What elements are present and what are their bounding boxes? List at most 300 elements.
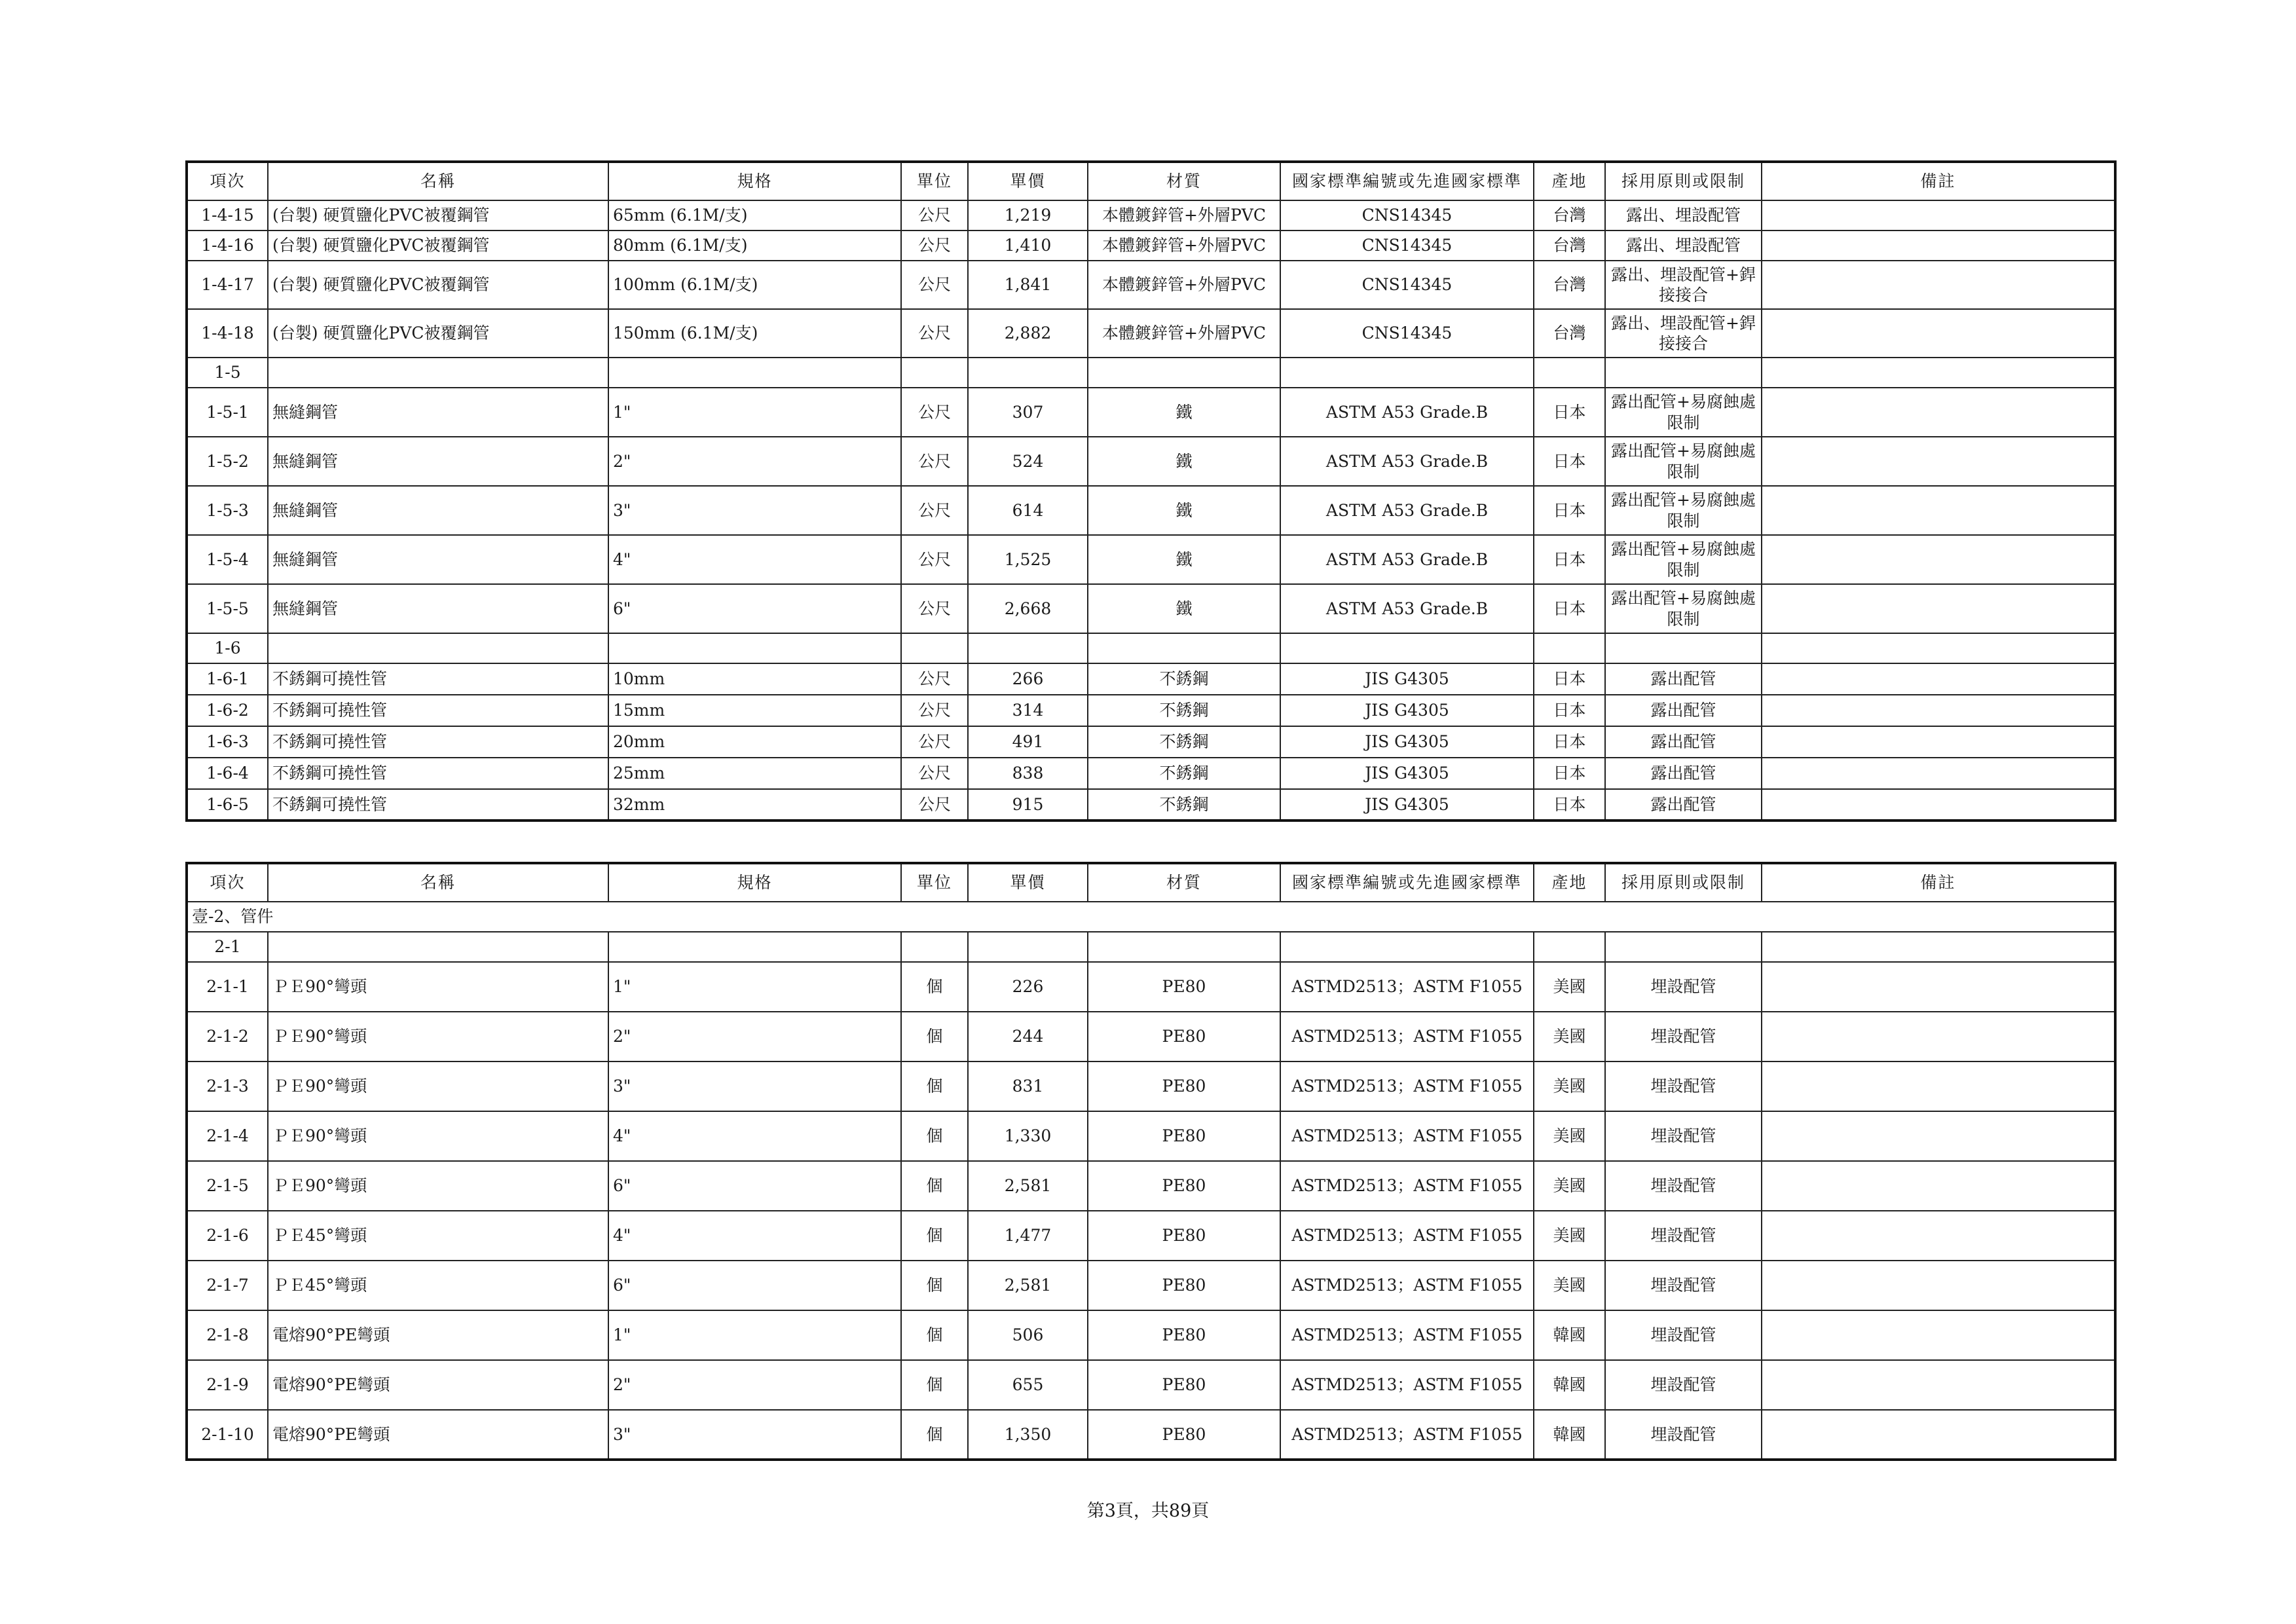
cell-origin xyxy=(1534,358,1605,388)
cell-principle: 埋設配管 xyxy=(1605,962,1762,1012)
cell-unit xyxy=(901,932,968,962)
cell-spec: 6" xyxy=(608,1161,901,1211)
cell-principle: 露出配管 xyxy=(1605,663,1762,695)
cell-origin: 台灣 xyxy=(1534,231,1605,261)
cell-no: 1-5-5 xyxy=(187,584,268,633)
header-remarks: 備註 xyxy=(1762,863,2115,902)
cell-name: ＰＥ90°彎頭 xyxy=(268,1012,608,1061)
cell-name: (台製) 硬質鹽化PVC被覆鋼管 xyxy=(268,309,608,358)
cell-standard: ASTM A53 Grade.B xyxy=(1280,437,1534,486)
page-number: 第3頁，共89頁 xyxy=(1086,1501,1210,1521)
cell-standard: ASTMD2513；ASTM F1055 xyxy=(1280,1161,1534,1211)
cell-principle xyxy=(1605,358,1762,388)
cell-material: PE80 xyxy=(1088,1410,1280,1460)
cell-unit: 個 xyxy=(901,1261,968,1310)
cell-spec: 2" xyxy=(608,1360,901,1410)
cell-name xyxy=(268,932,608,962)
cell-standard: JIS G4305 xyxy=(1280,663,1534,695)
cell-material: 不銹鋼 xyxy=(1088,758,1280,789)
cell-remarks xyxy=(1762,535,2115,584)
cell-remarks xyxy=(1762,1012,2115,1061)
cell-unit: 公尺 xyxy=(901,437,968,486)
cell-standard: CNS14345 xyxy=(1280,200,1534,231)
cell-origin: 日本 xyxy=(1534,535,1605,584)
cell-material: 鐵 xyxy=(1088,437,1280,486)
table-row xyxy=(187,633,2115,663)
header-standard: 國家標準編號或先進國家標準 xyxy=(1280,162,1534,200)
cell-spec: 65mm (6.1M/支) xyxy=(608,200,901,231)
cell-price: 1,841 xyxy=(968,261,1088,309)
cell-spec: 1" xyxy=(608,962,901,1012)
header-material: 材質 xyxy=(1088,162,1280,200)
header-spec: 規格 xyxy=(608,162,901,200)
cell-remarks xyxy=(1762,309,2115,358)
cell-price: 524 xyxy=(968,437,1088,486)
cell-unit: 個 xyxy=(901,1410,968,1460)
cell-remarks xyxy=(1762,261,2115,309)
cell-spec: 6" xyxy=(608,1261,901,1310)
cell-origin: 日本 xyxy=(1534,695,1605,726)
header-unit-price: 單價 xyxy=(968,162,1088,200)
cell-standard: ASTMD2513；ASTM F1055 xyxy=(1280,1360,1534,1410)
cell-standard: ASTMD2513；ASTM F1055 xyxy=(1280,1261,1534,1310)
cell-price: 614 xyxy=(968,486,1088,535)
cell-principle: 露出、埋設配管 xyxy=(1605,231,1762,261)
cell-unit: 個 xyxy=(901,1012,968,1061)
cell-remarks xyxy=(1762,695,2115,726)
table-row xyxy=(187,1012,2115,1061)
cell-unit xyxy=(901,633,968,663)
cell-no: 2-1-8 xyxy=(187,1310,268,1360)
cell-price xyxy=(968,932,1088,962)
table-row xyxy=(187,1310,2115,1360)
cell-unit: 個 xyxy=(901,1061,968,1111)
table-row xyxy=(187,1261,2115,1310)
cell-remarks xyxy=(1762,1261,2115,1310)
cell-name: 無縫鋼管 xyxy=(268,584,608,633)
cell-principle xyxy=(1605,932,1762,962)
table-row xyxy=(187,726,2115,758)
cell-price: 1,350 xyxy=(968,1410,1088,1460)
header-item-no: 項次 xyxy=(187,162,268,200)
cell-remarks xyxy=(1762,758,2115,789)
cell-spec: 32mm xyxy=(608,789,901,821)
cell-material: 本體鍍鋅管+外層PVC xyxy=(1088,200,1280,231)
cell-price: 506 xyxy=(968,1310,1088,1360)
cell-unit xyxy=(901,358,968,388)
cell-origin xyxy=(1534,932,1605,962)
cell-remarks xyxy=(1762,1111,2115,1161)
cell-name: (台製) 硬質鹽化PVC被覆鋼管 xyxy=(268,231,608,261)
cell-no: 1-6-5 xyxy=(187,789,268,821)
cell-name: (台製) 硬質鹽化PVC被覆鋼管 xyxy=(268,261,608,309)
table-row xyxy=(187,200,2115,231)
cell-principle: 埋設配管 xyxy=(1605,1061,1762,1111)
table-row xyxy=(187,309,2115,358)
cell-price: 1,477 xyxy=(968,1211,1088,1261)
cell-origin xyxy=(1534,633,1605,663)
cell-price: 915 xyxy=(968,789,1088,821)
table-row xyxy=(187,695,2115,726)
table-row xyxy=(187,1111,2115,1161)
cell-remarks xyxy=(1762,486,2115,535)
header-unit: 單位 xyxy=(901,162,968,200)
cell-name: ＰＥ45°彎頭 xyxy=(268,1211,608,1261)
cell-name: ＰＥ90°彎頭 xyxy=(268,1161,608,1211)
cell-remarks xyxy=(1762,1211,2115,1261)
cell-spec: 3" xyxy=(608,1410,901,1460)
cell-remarks xyxy=(1762,1410,2115,1460)
cell-name xyxy=(268,358,608,388)
cell-price: 244 xyxy=(968,1012,1088,1061)
table-row xyxy=(187,663,2115,695)
cell-price: 1,330 xyxy=(968,1111,1088,1161)
cell-price: 226 xyxy=(968,962,1088,1012)
cell-unit: 公尺 xyxy=(901,584,968,633)
cell-remarks xyxy=(1762,1161,2115,1211)
cell-material: 本體鍍鋅管+外層PVC xyxy=(1088,261,1280,309)
cell-principle: 露出配管 xyxy=(1605,789,1762,821)
cell-price: 307 xyxy=(968,388,1088,437)
cell-unit: 公尺 xyxy=(901,758,968,789)
table-row xyxy=(187,535,2115,584)
cell-price: 314 xyxy=(968,695,1088,726)
section-row xyxy=(187,902,2115,932)
cell-remarks xyxy=(1762,1061,2115,1111)
cell-principle: 露出配管 xyxy=(1605,726,1762,758)
cell-name: 不銹鋼可撓性管 xyxy=(268,758,608,789)
cell-name: 電熔90°PE彎頭 xyxy=(268,1360,608,1410)
cell-principle: 埋設配管 xyxy=(1605,1012,1762,1061)
cell-origin: 韓國 xyxy=(1534,1310,1605,1360)
cell-standard: JIS G4305 xyxy=(1280,758,1534,789)
cell-standard xyxy=(1280,358,1534,388)
table-row xyxy=(187,437,2115,486)
cell-no: 1-6-2 xyxy=(187,695,268,726)
cell-name: 無縫鋼管 xyxy=(268,535,608,584)
cell-principle: 埋設配管 xyxy=(1605,1211,1762,1261)
cell-price: 2,882 xyxy=(968,309,1088,358)
cell-price: 266 xyxy=(968,663,1088,695)
cell-spec: 80mm (6.1M/支) xyxy=(608,231,901,261)
cell-principle: 露出配管+易腐蝕處限制 xyxy=(1605,388,1762,437)
cell-material: PE80 xyxy=(1088,1061,1280,1111)
cell-principle: 露出配管+易腐蝕處限制 xyxy=(1605,584,1762,633)
cell-origin: 美國 xyxy=(1534,962,1605,1012)
cell-unit: 個 xyxy=(901,1211,968,1261)
cell-price: 831 xyxy=(968,1061,1088,1111)
cell-standard xyxy=(1280,932,1534,962)
cell-principle: 露出配管 xyxy=(1605,758,1762,789)
header-origin: 產地 xyxy=(1534,863,1605,902)
cell-origin: 韓國 xyxy=(1534,1360,1605,1410)
table-row xyxy=(187,1360,2115,1410)
cell-no: 2-1 xyxy=(187,932,268,962)
cell-material: 鐵 xyxy=(1088,584,1280,633)
cell-remarks xyxy=(1762,584,2115,633)
cell-standard: JIS G4305 xyxy=(1280,695,1534,726)
cell-origin: 日本 xyxy=(1534,726,1605,758)
cell-principle: 埋設配管 xyxy=(1605,1261,1762,1310)
cell-unit: 個 xyxy=(901,962,968,1012)
cell-material: 本體鍍鋅管+外層PVC xyxy=(1088,231,1280,261)
cell-origin: 日本 xyxy=(1534,437,1605,486)
cell-principle: 露出配管+易腐蝕處限制 xyxy=(1605,437,1762,486)
cell-unit: 公尺 xyxy=(901,535,968,584)
cell-no: 2-1-6 xyxy=(187,1211,268,1261)
cell-standard: ASTMD2513；ASTM F1055 xyxy=(1280,1061,1534,1111)
cell-price: 491 xyxy=(968,726,1088,758)
cell-remarks xyxy=(1762,663,2115,695)
cell-unit: 公尺 xyxy=(901,486,968,535)
cell-unit: 公尺 xyxy=(901,726,968,758)
table-row xyxy=(187,358,2115,388)
cell-unit: 公尺 xyxy=(901,388,968,437)
cell-remarks xyxy=(1762,962,2115,1012)
cell-standard: ASTMD2513；ASTM F1055 xyxy=(1280,962,1534,1012)
table-row xyxy=(187,1410,2115,1460)
cell-origin: 美國 xyxy=(1534,1211,1605,1261)
cell-no: 2-1-4 xyxy=(187,1111,268,1161)
cell-material: 鐵 xyxy=(1088,535,1280,584)
cell-standard: CNS14345 xyxy=(1280,261,1534,309)
cell-material: PE80 xyxy=(1088,1360,1280,1410)
cell-name xyxy=(268,633,608,663)
cell-principle: 露出配管 xyxy=(1605,695,1762,726)
cell-unit: 公尺 xyxy=(901,261,968,309)
cell-standard: ASTMD2513；ASTM F1055 xyxy=(1280,1012,1534,1061)
table-body xyxy=(187,932,2115,1460)
cell-principle: 埋設配管 xyxy=(1605,1410,1762,1460)
table-row xyxy=(187,932,2115,962)
cell-price: 1,219 xyxy=(968,200,1088,231)
cell-principle xyxy=(1605,633,1762,663)
cell-spec: 100mm (6.1M/支) xyxy=(608,261,901,309)
cell-spec xyxy=(608,358,901,388)
cell-principle: 露出、埋設配管+銲接接合 xyxy=(1605,261,1762,309)
cell-material: 不銹鋼 xyxy=(1088,695,1280,726)
cell-spec: 150mm (6.1M/支) xyxy=(608,309,901,358)
cell-material: 鐵 xyxy=(1088,388,1280,437)
cell-no: 2-1-5 xyxy=(187,1161,268,1211)
cell-principle: 露出配管+易腐蝕處限制 xyxy=(1605,535,1762,584)
cell-origin: 日本 xyxy=(1534,758,1605,789)
cell-material: PE80 xyxy=(1088,1012,1280,1061)
cell-unit: 公尺 xyxy=(901,695,968,726)
cell-name: 不銹鋼可撓性管 xyxy=(268,663,608,695)
cell-no: 2-1-9 xyxy=(187,1360,268,1410)
cell-material: PE80 xyxy=(1088,1111,1280,1161)
cell-origin: 美國 xyxy=(1534,1111,1605,1161)
cell-no: 1-6-4 xyxy=(187,758,268,789)
header-remarks: 備註 xyxy=(1762,162,2115,200)
cell-origin: 台灣 xyxy=(1534,200,1605,231)
table-header-row xyxy=(187,162,2115,200)
cell-name: ＰＥ45°彎頭 xyxy=(268,1261,608,1310)
cell-origin: 日本 xyxy=(1534,388,1605,437)
cell-price: 838 xyxy=(968,758,1088,789)
cell-principle: 埋設配管 xyxy=(1605,1310,1762,1360)
cell-no: 1-5 xyxy=(187,358,268,388)
cell-standard: ASTMD2513；ASTM F1055 xyxy=(1280,1410,1534,1460)
cell-origin: 日本 xyxy=(1534,486,1605,535)
cell-spec: 3" xyxy=(608,486,901,535)
cell-origin: 日本 xyxy=(1534,789,1605,821)
cell-no: 2-1-3 xyxy=(187,1061,268,1111)
cell-remarks xyxy=(1762,1310,2115,1360)
cell-name: ＰＥ90°彎頭 xyxy=(268,962,608,1012)
cell-price: 655 xyxy=(968,1360,1088,1410)
cell-remarks xyxy=(1762,437,2115,486)
header-spec: 規格 xyxy=(608,863,901,902)
cell-spec: 2" xyxy=(608,1012,901,1061)
cell-name: ＰＥ90°彎頭 xyxy=(268,1111,608,1161)
header-principle: 採用原則或限制 xyxy=(1605,162,1762,200)
cell-spec: 2" xyxy=(608,437,901,486)
header-material: 材質 xyxy=(1088,863,1280,902)
cell-price: 1,525 xyxy=(968,535,1088,584)
cell-material: PE80 xyxy=(1088,1161,1280,1211)
cell-no: 1-6 xyxy=(187,633,268,663)
cell-standard: CNS14345 xyxy=(1280,231,1534,261)
cell-material xyxy=(1088,358,1280,388)
cell-remarks xyxy=(1762,789,2115,821)
cell-price: 2,668 xyxy=(968,584,1088,633)
cell-unit: 個 xyxy=(901,1111,968,1161)
cell-material: PE80 xyxy=(1088,1261,1280,1310)
cell-price xyxy=(968,358,1088,388)
cell-price: 2,581 xyxy=(968,1161,1088,1211)
cell-unit: 個 xyxy=(901,1360,968,1410)
cell-standard: ASTMD2513；ASTM F1055 xyxy=(1280,1211,1534,1261)
cell-principle: 露出、埋設配管+銲接接合 xyxy=(1605,309,1762,358)
cell-material xyxy=(1088,633,1280,663)
cell-spec: 20mm xyxy=(608,726,901,758)
cell-no: 1-4-18 xyxy=(187,309,268,358)
cell-standard: ASTM A53 Grade.B xyxy=(1280,535,1534,584)
cell-principle: 埋設配管 xyxy=(1605,1161,1762,1211)
cell-unit: 公尺 xyxy=(901,200,968,231)
cell-spec xyxy=(608,932,901,962)
header-name: 名稱 xyxy=(268,162,608,200)
cell-no: 1-5-1 xyxy=(187,388,268,437)
cell-price: 1,410 xyxy=(968,231,1088,261)
cell-name: 電熔90°PE彎頭 xyxy=(268,1410,608,1460)
header-principle: 採用原則或限制 xyxy=(1605,863,1762,902)
cell-standard: JIS G4305 xyxy=(1280,789,1534,821)
cell-spec: 1" xyxy=(608,1310,901,1360)
table-row xyxy=(187,962,2115,1012)
table-row xyxy=(187,261,2115,309)
cell-standard xyxy=(1280,633,1534,663)
cell-no: 1-4-17 xyxy=(187,261,268,309)
table-row xyxy=(187,1211,2115,1261)
cell-material: 不銹鋼 xyxy=(1088,726,1280,758)
cell-no: 1-4-15 xyxy=(187,200,268,231)
cell-remarks xyxy=(1762,358,2115,388)
cell-no: 2-1-2 xyxy=(187,1012,268,1061)
cell-spec: 4" xyxy=(608,1211,901,1261)
cell-material: 不銹鋼 xyxy=(1088,663,1280,695)
cell-remarks xyxy=(1762,231,2115,261)
cell-principle: 露出、埋設配管 xyxy=(1605,200,1762,231)
cell-standard: ASTM A53 Grade.B xyxy=(1280,584,1534,633)
table-header-row xyxy=(187,863,2115,902)
table-row xyxy=(187,388,2115,437)
cell-principle: 埋設配管 xyxy=(1605,1360,1762,1410)
cell-no: 2-1-1 xyxy=(187,962,268,1012)
cell-remarks xyxy=(1762,388,2115,437)
table-row xyxy=(187,1161,2115,1211)
cell-origin: 美國 xyxy=(1534,1061,1605,1111)
cell-name: 不銹鋼可撓性管 xyxy=(268,789,608,821)
header-unit-price: 單價 xyxy=(968,863,1088,902)
cell-unit: 個 xyxy=(901,1161,968,1211)
cell-spec: 4" xyxy=(608,535,901,584)
cell-name: 不銹鋼可撓性管 xyxy=(268,726,608,758)
cell-no: 1-6-3 xyxy=(187,726,268,758)
header-standard: 國家標準編號或先進國家標準 xyxy=(1280,863,1534,902)
price-table-pipes xyxy=(185,160,2117,822)
cell-unit: 公尺 xyxy=(901,309,968,358)
cell-material: PE80 xyxy=(1088,1211,1280,1261)
table-row xyxy=(187,1061,2115,1111)
cell-name: 無縫鋼管 xyxy=(268,388,608,437)
cell-price xyxy=(968,633,1088,663)
cell-standard: ASTM A53 Grade.B xyxy=(1280,486,1534,535)
cell-origin: 日本 xyxy=(1534,663,1605,695)
header-name: 名稱 xyxy=(268,863,608,902)
cell-origin: 台灣 xyxy=(1534,261,1605,309)
cell-spec xyxy=(608,633,901,663)
table-row xyxy=(187,231,2115,261)
cell-no: 2-1-7 xyxy=(187,1261,268,1310)
cell-no: 1-5-2 xyxy=(187,437,268,486)
cell-unit: 公尺 xyxy=(901,663,968,695)
cell-unit: 公尺 xyxy=(901,231,968,261)
cell-no: 2-1-10 xyxy=(187,1410,268,1460)
cell-spec: 4" xyxy=(608,1111,901,1161)
cell-standard: CNS14345 xyxy=(1280,309,1534,358)
cell-origin: 美國 xyxy=(1534,1161,1605,1211)
cell-principle: 露出配管+易腐蝕處限制 xyxy=(1605,486,1762,535)
table-row xyxy=(187,584,2115,633)
cell-material: 本體鍍鋅管+外層PVC xyxy=(1088,309,1280,358)
cell-spec: 10mm xyxy=(608,663,901,695)
cell-remarks xyxy=(1762,633,2115,663)
cell-name: 不銹鋼可撓性管 xyxy=(268,695,608,726)
cell-remarks xyxy=(1762,726,2115,758)
cell-standard: JIS G4305 xyxy=(1280,726,1534,758)
header-origin: 產地 xyxy=(1534,162,1605,200)
cell-no: 1-6-1 xyxy=(187,663,268,695)
cell-origin: 美國 xyxy=(1534,1012,1605,1061)
cell-spec: 25mm xyxy=(608,758,901,789)
cell-origin: 韓國 xyxy=(1534,1410,1605,1460)
cell-standard: ASTMD2513；ASTM F1055 xyxy=(1280,1111,1534,1161)
header-unit: 單位 xyxy=(901,863,968,902)
section-title: 壹-2、管件 xyxy=(187,902,2115,932)
table-row xyxy=(187,758,2115,789)
cell-standard: ASTM A53 Grade.B xyxy=(1280,388,1534,437)
cell-remarks xyxy=(1762,932,2115,962)
cell-spec: 6" xyxy=(608,584,901,633)
cell-spec: 1" xyxy=(608,388,901,437)
cell-origin: 台灣 xyxy=(1534,309,1605,358)
cell-spec: 3" xyxy=(608,1061,901,1111)
price-table-fittings xyxy=(185,862,2117,1461)
cell-material xyxy=(1088,932,1280,962)
